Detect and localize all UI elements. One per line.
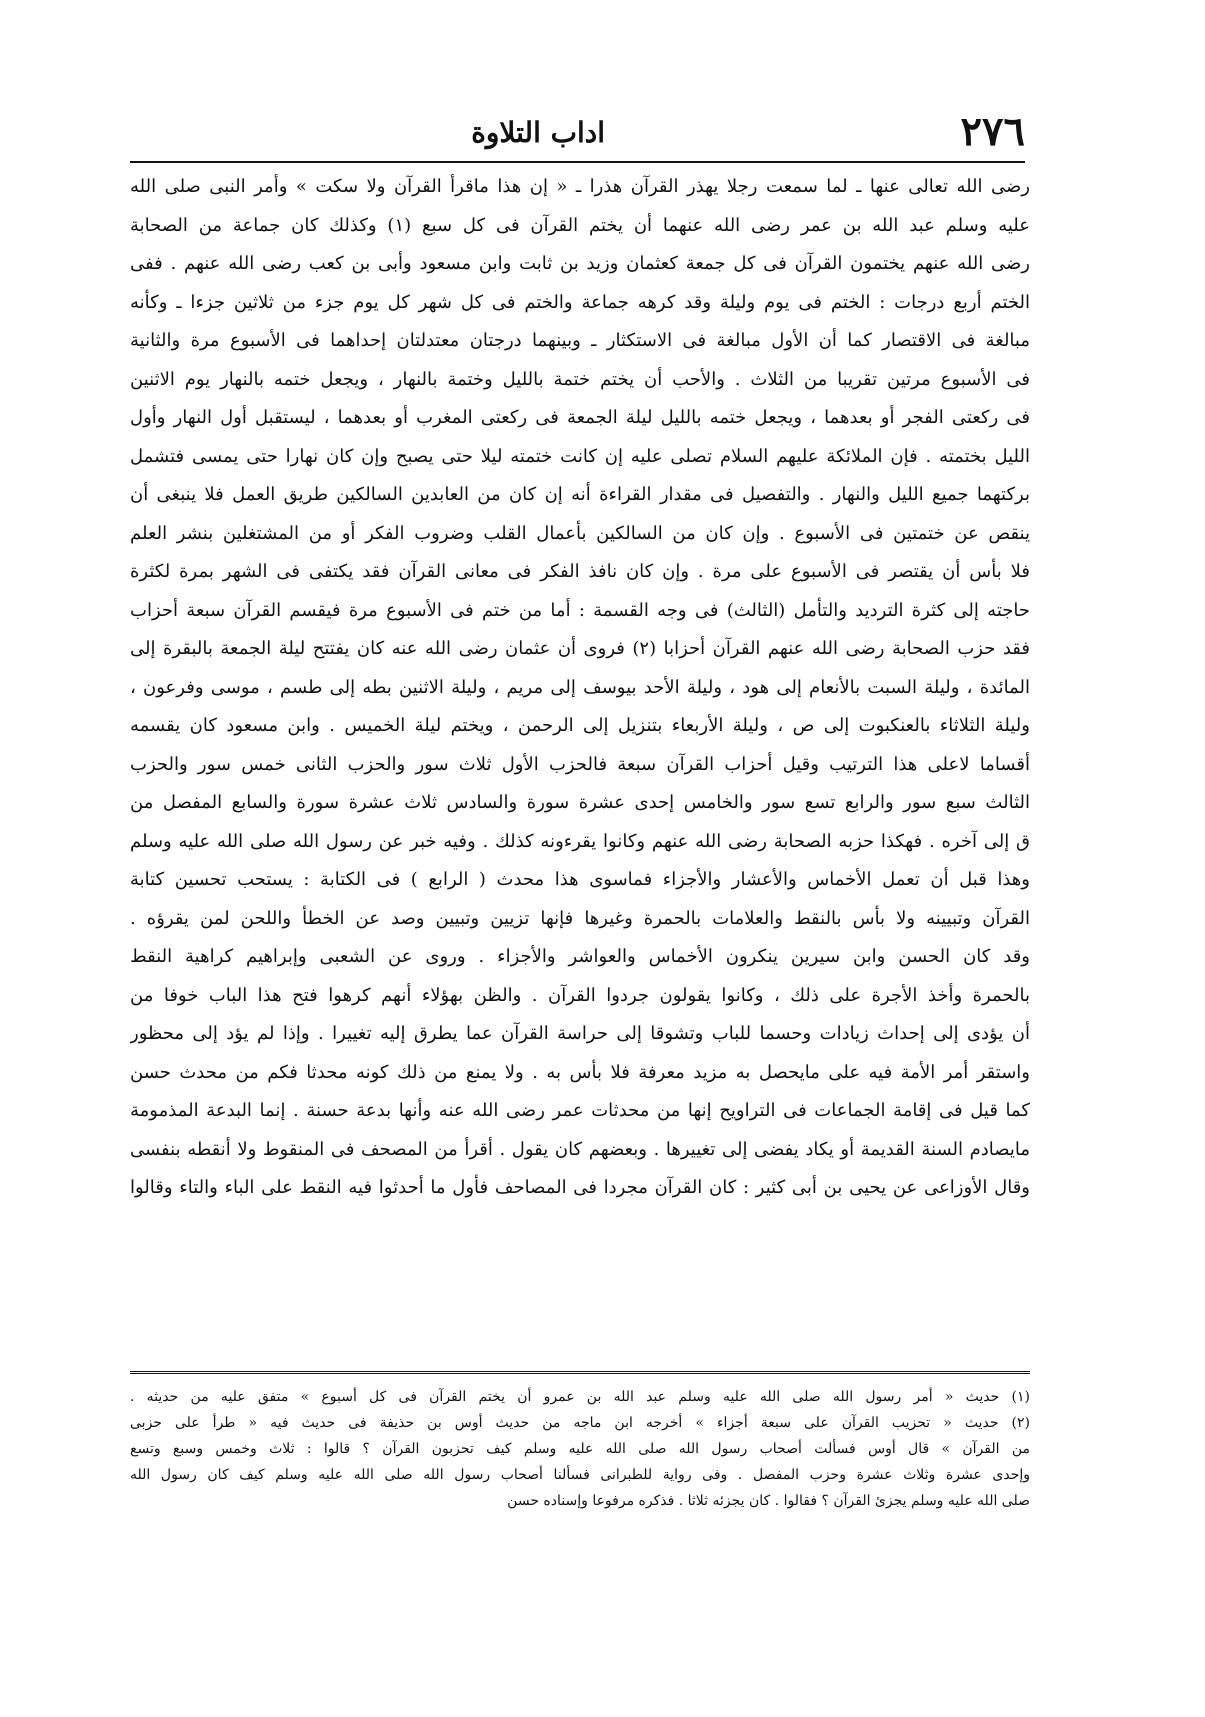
header-rule [130,161,1025,163]
text-line: الليل بختمته . فإن الملائكة عليهم السلام تصلى عليه إن كانت ختمته ليلا حتى يصبح وإن كان نهارا حتى يمسى فتشمل [130,445,1030,467]
text-line: فى ركعتى الفجر أو بعدهما ، ويجعل ختمه بالليل ليلة الجمعة فى ركعتى المغرب أو بعدهما ، ليستقبل أول النهار وأول [130,407,1030,428]
text-line: واستقر أمر الأمة فيه على مايحصل به مزيد معرفة فلا بأس به . ولا يمنع من ذلك كونه محدثا فكم من محدث حسن [130,1061,1030,1083]
text-line: أقساما لاعلى هذا الترتيب وقيل أحزاب القرآن سبعة فالحزب الأول ثلاث سور والحزب الثانى خمس سور والحزب [130,753,1030,775]
text-line: وليلة الثلاثاء بالعنكبوت إلى ص ، وليلة الأربعاء بتنزيل إلى الرحمن ، ويختم ليلة الخميس . وابن مسعود كان يقسمه [130,715,1030,736]
text-line: عليه وسلم عبد الله بن عمر رضى الله عنهما أن يختم القرآن فى كل سبع (١) وكذلك كان جماعة من الصحابة [130,214,1030,236]
text-line: وهذا قبل أن تعمل الأخماس والأعشار والأجزاء فماسوى هذا محدث ( الرابع ) فى الكتابة : يستحب تحسين كتابة [130,869,1030,890]
text-line: الثالث سبع سور والرابع تسع سور والخامس إحدى عشرة سورة والسادس ثلاث عشرة سورة والسابع المفصل من [130,792,1030,813]
text-line: ق إلى آخره . فهكذا حزبه الصحابة رضى الله عنهم وكانوا يقرءونه كذلك . وفيه خبر عن رسول الله صلى الله عليه وسلم [130,830,1030,852]
footnote-rule [130,1371,1030,1377]
footnote-line: من القرآن » قال أوس فسألت أصحاب رسول الله صلى الله عليه وسلم كيف تحزبون القرآن ؟ قالوا : ثلاث وخمس وسبع وتسع [130,1441,1030,1457]
footnote-line: وإحدى عشرة وثلاث عشرة وحزب المفصل . وفى رواية للطبرانى فسألنا أصحاب رسول الله صلى الله عليه وسلم كيف كان رسول الله [130,1467,1030,1483]
text-line: رضى الله عنهم يختمون القرآن فى كل جمعة كعثمان وزيد بن ثابت وابن مسعود وأبى بن كعب رضى الله عنهم . ففى [130,253,1030,274]
page-number: ٢٧٦ [960,108,1025,155]
text-line: الختم أربع درجات : الختم فى يوم وليلة وقد كرهه جماعة والختم فى كل شهر كل يوم جزء من ثلاثين جزءا ـ وكأنه [130,291,1030,313]
text-line: فلا بأس أن يقتصر فى الأسبوع على مرة . وإن كان نافذ الفكر فى معانى القرآن فقد يكتفى فى الشهر بمرة لكثرة [130,561,1030,582]
text-line: كما قيل فى إقامة الجماعات فى التراويح إنها من محدثات عمر رضى الله عنه وأنها بدعة حسنة . إنما البدعة المذمومة [130,1100,1030,1121]
footnotes [130,1384,1030,1514]
main-text [130,168,1030,1208]
footnote-line: (١) حديث « أمر رسول الله صلى الله عليه وسلم عبد الله بن عمرو أن يختم القرآن فى كل أسبوع » متفق عليه من حديثه . [130,1389,1030,1405]
text-line: بركتهما جميع الليل والنهار . والتفصيل فى مقدار القراءة أنه إن كان من العابدين السالكين طريق العمل فلا ينبغى أن [130,484,1030,505]
text-line: مبالغة فى الاقتصار كما أن الأول مبالغة فى الاستكثار ـ وبينهما درجتان معتدلتان إحداهما فى الأسبوع مرة والثانية [130,330,1030,351]
footnote-line: صلى الله عليه وسلم يجزئ القرآن ؟ فقالوا . كان يجزئه ثلاثا . فذكره مرفوعا وإسناده حسن [507,1493,1030,1509]
text-line: المائدة ، وليلة السبت بالأنعام إلى هود ، وليلة الأحد بيوسف إلى مريم ، وليلة الاثنين بطه إلى طسم ، موسى وفرعون ، [130,676,1030,698]
running-title: اداب التلاوة [471,116,605,149]
footnote-line: (٢) حديث « تحزيب القرآن على سبعة أجزاء » أخرجه ابن ماجه من حديث أوس بن حذيفة فى حديث فيه « طرأ على حزبى [130,1415,1030,1431]
text-line: أن يؤدى إلى إحداث زيادات وحسما للباب وتشوقا إلى حراسة القرآن عما يطرق إليه تغييرا . وإذا لم يؤد إلى محظور [130,1023,1030,1044]
text-line: بالحمرة وأخذ الأجرة على ذلك ، وكانوا يقولون جردوا القرآن . والظن بهؤلاء أنهم كرهوا فتح هذا الباب خوفا من [130,984,1030,1006]
page-header [130,108,1025,158]
text-line: مايصادم السنة القديمة أو يكاد يفضى إلى تغييرها . وبعضهم كان يقول . أقرأ من المصحف فى المنقوط ولا أنقطه بنفسى [130,1138,1030,1160]
text-line: وقد كان الحسن وابن سيرين ينكرون الأخماس والعواشر والأجزاء . وروى عن الشعبى وإبراهيم كراهية النقط [130,946,1030,967]
text-line: وقال الأوزاعى عن يحيى بن أبى كثير : كان القرآن مجردا فى المصاحف فأول ما أحدثوا فيه النقط على الباء والتاء وقالوا [130,1177,1030,1198]
text-line: القرآن وتبيينه ولا بأس بالنقط والعلامات بالحمرة وغيرها فإنها تزيين وتبيين وصد عن الخطأ واللحن لمن يقرؤه . [130,907,1030,929]
text-line: فى الأسبوع مرتين تقريبا من الثلاث . والأحب أن يختم ختمة بالليل وختمة بالنهار ، ويجعل ختمه بالنهار يوم الاثنين [130,368,1030,390]
text-line: حاجته إلى كثرة الترديد والتأمل (الثالث) فى وجه القسمة : أما من ختم فى الأسبوع مرة فيقسم القرآن سبعة أحزاب [130,599,1030,621]
text-line: ينقص عن ختمتين فى الأسبوع . وإن كان من السالكين بأعمال القلب وضروب الفكر أو من المشتغلين بنشر العلم [130,522,1030,544]
text-line: فقد حزب الصحابة رضى الله عنهم القرآن أحزابا (٢) فروى أن عثمان رضى الله عنه كان يفتتح ليلة الجمعة بالبقرة إلى [130,638,1030,659]
text-line: رضى الله تعالى عنها ـ لما سمعت رجلا يهذر القرآن هذرا ـ « إن هذا ماقرأ القرآن ولا سكت » وأمر النبى صلى الله [130,176,1030,197]
